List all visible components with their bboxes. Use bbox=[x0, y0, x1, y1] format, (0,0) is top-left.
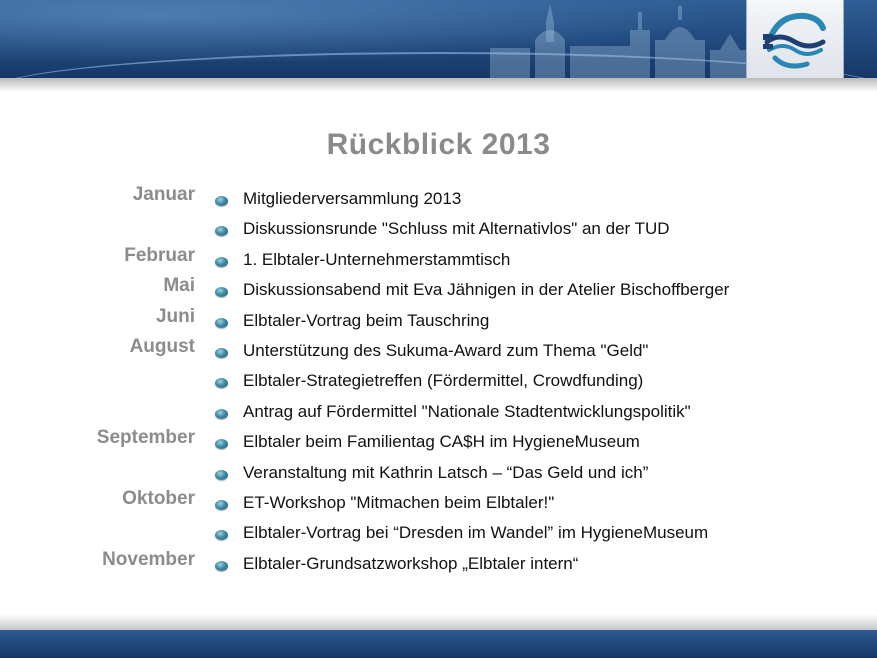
event-text: Elbtaler-Strategietreffen (Fördermittel, Crowdfunding) bbox=[243, 371, 644, 391]
bullet-icon bbox=[215, 470, 228, 480]
bullet-icon bbox=[215, 257, 228, 267]
event-text: Diskussionsabend mit Eva Jähnigen in der Atelier Bischoffberger bbox=[243, 280, 730, 300]
timeline-row bbox=[0, 244, 877, 277]
bullet-icon bbox=[215, 226, 228, 236]
header-band bbox=[0, 0, 877, 78]
timeline-row bbox=[0, 462, 877, 490]
event-text: Veranstaltung mit Kathrin Latsch – “Das Geld und ich” bbox=[243, 462, 649, 482]
event-text: Unterstützung des Sukuma-Award zum Thema "Geld" bbox=[243, 341, 649, 360]
event-text: Elbtaler-Grundsatzworkshop „Elbtaler intern“ bbox=[243, 553, 579, 573]
month-label: November bbox=[102, 548, 195, 570]
timeline-row bbox=[0, 401, 877, 429]
bullet-icon bbox=[215, 196, 228, 206]
month-label: August bbox=[129, 336, 195, 357]
event-text: Antrag auf Fördermittel "Nationale Stadtentwicklungspolitik" bbox=[243, 401, 691, 421]
timeline-row bbox=[0, 219, 877, 246]
timeline-row bbox=[0, 523, 877, 550]
bullet-icon bbox=[215, 287, 228, 297]
slide-title: Rückblick 2013 bbox=[326, 128, 551, 161]
event-text: 1. Elbtaler-Unternehmerstammtisch bbox=[243, 249, 511, 269]
elbtaler-logo-icon bbox=[761, 6, 829, 74]
month-label: Mai bbox=[163, 275, 195, 297]
event-text: Elbtaler-Vortrag bei “Dresden im Wandel” im HygieneMuseum bbox=[243, 523, 709, 543]
bullet-icon bbox=[215, 439, 228, 449]
timeline-row bbox=[0, 371, 877, 398]
timeline-row bbox=[0, 275, 877, 307]
bullet-icon bbox=[215, 500, 228, 510]
bullet-icon bbox=[215, 561, 228, 571]
month-label: Januar bbox=[132, 184, 195, 205]
bullet-icon bbox=[215, 409, 228, 419]
bullet-icon bbox=[215, 530, 228, 540]
timeline-row bbox=[0, 548, 877, 581]
footer-shadow bbox=[0, 614, 877, 630]
timeline-row bbox=[0, 427, 877, 459]
timeline-row bbox=[0, 184, 877, 216]
event-text: Elbtaler-Vortrag beim Tauschring bbox=[243, 310, 490, 330]
header-shadow bbox=[0, 78, 877, 92]
footer-band bbox=[0, 630, 877, 658]
bullet-icon bbox=[215, 318, 228, 328]
timeline-row bbox=[0, 336, 877, 368]
event-text: ET-Workshop "Mitmachen beim Elbtaler!" bbox=[243, 493, 555, 512]
month-label: Februar bbox=[124, 244, 195, 266]
event-text: Diskussionsrunde "Schluss mit Alternativlos" an der TUD bbox=[243, 219, 670, 239]
month-label: Juni bbox=[155, 305, 195, 327]
logo bbox=[746, 0, 844, 78]
timeline-row bbox=[0, 305, 877, 338]
timeline-row bbox=[0, 488, 877, 520]
bullet-icon bbox=[215, 348, 228, 358]
month-label: Oktober bbox=[122, 488, 195, 509]
month-label: September bbox=[96, 427, 195, 449]
event-text: Mitgliederversammlung 2013 bbox=[243, 189, 462, 208]
event-text: Elbtaler beim Familientag CA$H im HygieneMuseum bbox=[243, 432, 640, 452]
bullet-icon bbox=[215, 378, 228, 388]
